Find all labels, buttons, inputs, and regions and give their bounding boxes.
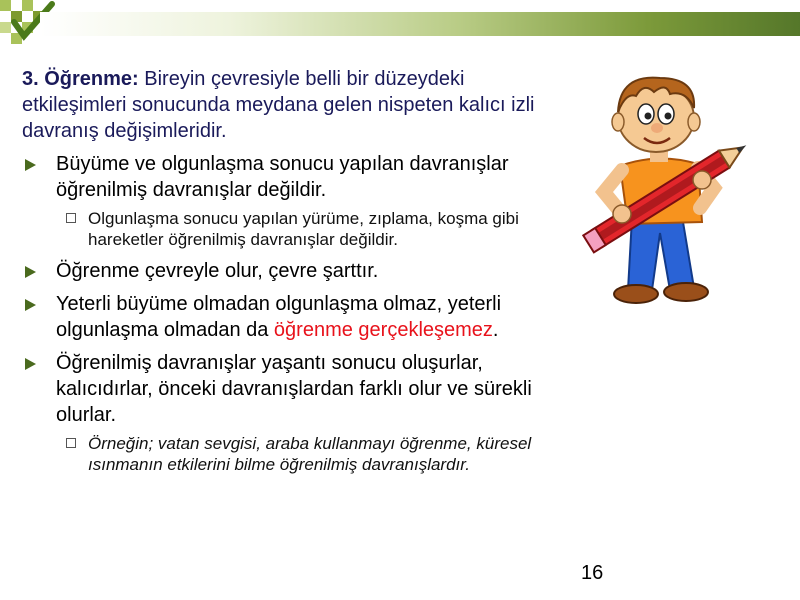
list-item-text: Yeterli büyüme olmadan olgunlaşma olmaz, yeterli olgunlaşma olmadan da	[56, 293, 502, 341]
list-item	[22, 258, 562, 284]
list-item-text: Öğrenme çevreyle olur, çevre şarttır.	[56, 260, 379, 282]
list-item-text-end: .	[492, 319, 499, 341]
sub-list-item	[22, 433, 562, 475]
list-item	[22, 291, 562, 343]
term-label: 3. Öğrenme:	[22, 68, 139, 90]
slide-content	[22, 66, 562, 483]
list-item-text: Büyüme ve olgunlaşma sonucu yapılan davranışlar öğrenilmiş davranışlar değildir.	[56, 153, 509, 201]
header-gradient-bar	[40, 12, 800, 36]
list-item-text: Öğrenilmiş davranışlar yaşantı sonucu oluşurlar, kalıcıdırlar, önceki davranışlardan farklı olur ve sürekli olurlar.	[56, 352, 532, 426]
triangle-bullet-icon	[25, 299, 36, 311]
triangle-bullet-icon	[25, 266, 36, 278]
sub-list-item	[22, 208, 562, 250]
page-number: 16	[581, 562, 604, 584]
list-item-definition	[22, 66, 562, 144]
sub-list-item-text: Örneğin; vatan sevgisi, araba kullanmayı öğrenme, küresel ısınmanın etkilerini bilme öğrenilmiş davranışlardır.	[88, 434, 532, 474]
triangle-bullet-icon	[25, 358, 36, 370]
square-bullet-icon	[66, 438, 76, 448]
emphasis-text: öğrenme gerçekleşemez	[273, 319, 493, 341]
list-item	[22, 151, 562, 203]
definition-text: Bireyin çevresiyle belli bir düzeydeki etkileşimleri sonucunda meydana gelen nispeten kalıcı izli davranış değişimleridir.	[22, 68, 535, 142]
list-item	[22, 350, 562, 428]
square-bullet-icon	[66, 213, 76, 223]
sub-list-item-text: Olgunlaşma sonucu yapılan yürüme, zıplama, koşma gibi hareketler öğrenilmiş davranışlar değildir.	[88, 209, 519, 249]
triangle-bullet-icon	[25, 159, 36, 171]
boy-with-pencil-illustration	[570, 68, 770, 313]
